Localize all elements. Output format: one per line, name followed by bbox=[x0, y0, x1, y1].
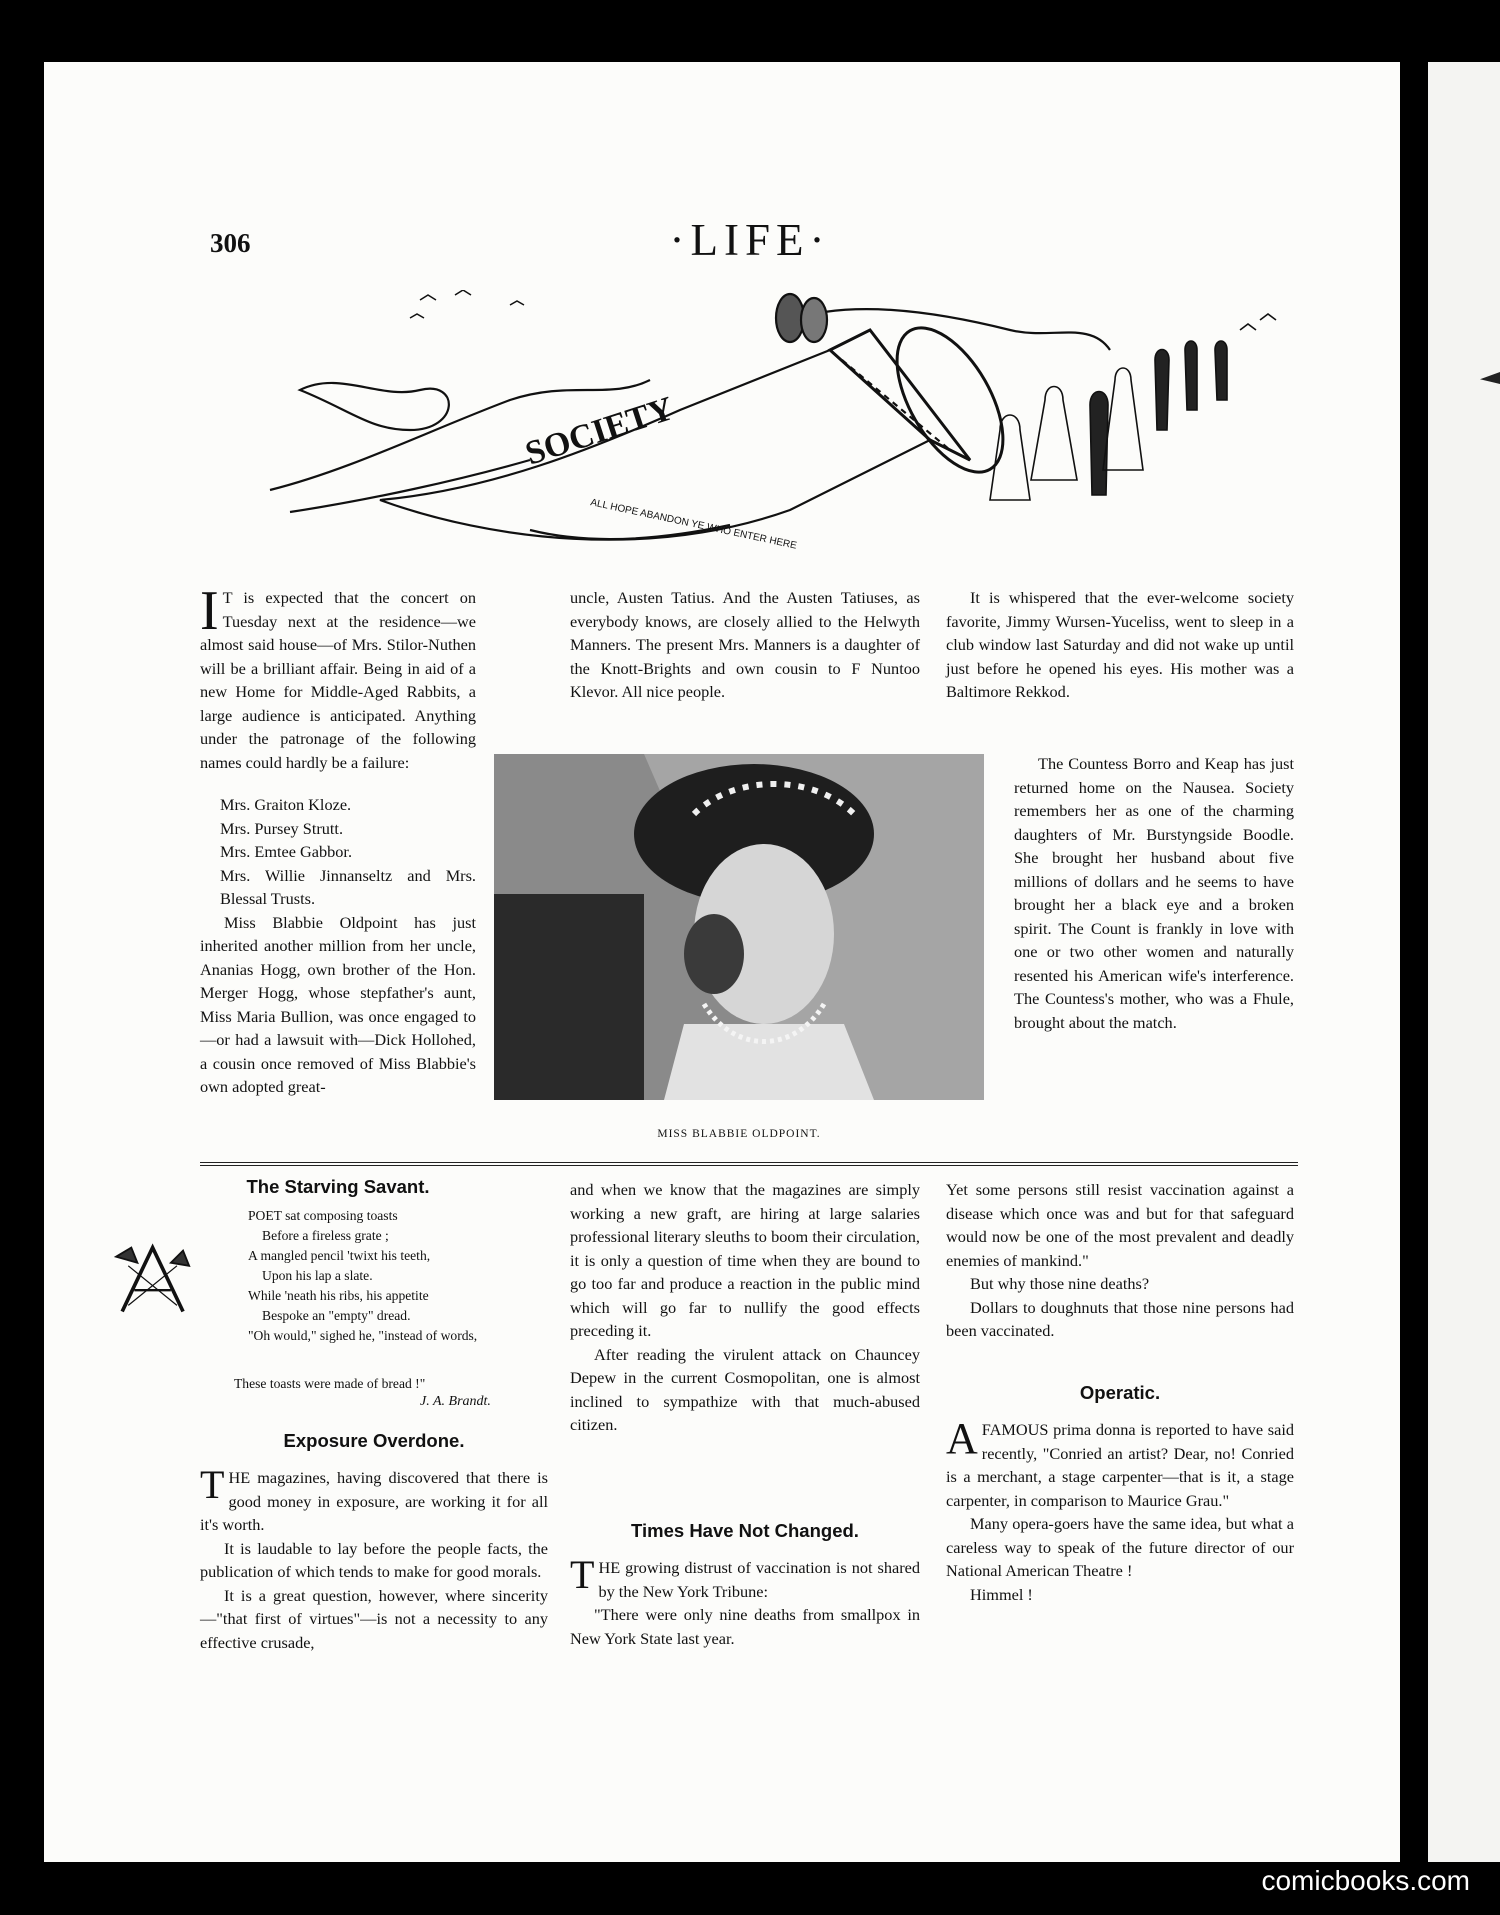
exposure-column-2 bbox=[570, 1178, 920, 1437]
banner-ribbon-text: SOCIETY bbox=[521, 390, 679, 473]
section-divider bbox=[200, 1165, 1298, 1166]
society-column-2 bbox=[570, 586, 920, 704]
operatic-para: Himmel ! bbox=[970, 1584, 1033, 1604]
patron-name: Mrs. Pursey Strutt. bbox=[220, 818, 344, 838]
times-para: But why those nine deaths? bbox=[970, 1274, 1150, 1293]
operatic-para: A FAMOUS prima donna is reported to have said recently, "Conried an artist? Dear, no! Conried is a merchant, a stage carpenter—that is it, a stage carpenter, in comparison to Maurice Grau." bbox=[946, 1414, 1294, 1510]
society-para-blabbie: Miss Blabbie Oldpoint has just inherited another million from her uncle, Ananias Hogg, own brother of the Hon. Merger Hogg, whose stepfather's aunt, Miss Maria Bullion, was once engaged to—or had a lawsuit with—Dick Hollohed, a cousin once removed of Miss Blabbie's own adopted great- bbox=[200, 912, 476, 1096]
facing-page-edge bbox=[1428, 62, 1500, 1862]
times-para: Dollars to doughnuts that those nine persons had been vaccinated. bbox=[946, 1297, 1294, 1340]
operatic-column bbox=[946, 1414, 1294, 1606]
exposure-para: It is laudable to lay before the people facts, the publication of which tends to make for good morals. bbox=[200, 1538, 548, 1581]
poem-line: These toasts were made of bread !" bbox=[234, 1376, 426, 1391]
times-column-2 bbox=[570, 1552, 920, 1650]
times-title: Times Have Not Changed. bbox=[631, 1520, 859, 1541]
poem-line: A mangled pencil 'twixt his teeth, bbox=[248, 1248, 431, 1263]
times-para: Yet some persons still resist vaccination against a disease which once was and but for that safeguard would now be one of the most prevalent and deadly enemies of mankind." bbox=[946, 1180, 1294, 1270]
poem-title: The Starving Savant. bbox=[246, 1176, 430, 1197]
page-number: 306 bbox=[210, 228, 251, 258]
exposure-para: After reading the virulent attack on Chauncey Depew in the current Cosmopolitan, one is almost inclined to sympathize with that much-abused citizen. bbox=[570, 1344, 920, 1434]
photo-caption: MISS BLABBIE OLDPOINT. bbox=[657, 1128, 821, 1140]
times-para: THE growing distrust of vaccination is not shared by the New York Tribune: bbox=[570, 1552, 920, 1601]
drop-cap-t: T bbox=[570, 1552, 595, 1597]
poem-body-last bbox=[234, 1374, 534, 1394]
poem-body-end bbox=[248, 1326, 548, 1346]
exposure-para: It is a great question, however, where sincerity—"that first of virtues"—is not a necessity to any effective crusade, bbox=[200, 1585, 548, 1652]
drop-cap-i: I bbox=[200, 580, 219, 642]
times-para: "There were only nine deaths from smallpox in New York State last year. bbox=[570, 1605, 920, 1648]
patron-name: Mrs. Willie Jinnanseltz and Mrs. Blessal Trusts. bbox=[220, 865, 476, 908]
poem-line: Bespoke an "empty" dread. bbox=[262, 1308, 411, 1323]
society-patron-names bbox=[200, 793, 476, 1099]
poem-line: "Oh would," sighed he, "instead of words, bbox=[248, 1328, 478, 1343]
society-para-intro: I T is expected that the concert on Tuesday next at the residence—we almost said house—of Mrs. Stilor-Nuthen will be a brilliant affair. Being in aid of a new Home for Middle-Aged Rabbits, a large audience is anticipated. Anything under the patronage of the following names could hardly be a failure: bbox=[200, 580, 476, 772]
society-para-countess: The Countess Borro and Keap has just returned home on the Nausea. Society remembers her as one of the charming daughters of Mr. Burstyngside Boodle. She brought her husband about five millions of dollars and he seems to have brought her a black eye and a broken spirit. The Count is frankly in love with one or two other women and naturally resented his American wife's interference. The Countess's mother, who was a Fhule, brought about the match. bbox=[1014, 754, 1294, 1032]
patron-name: Mrs. Graiton Kloze. bbox=[220, 795, 352, 814]
operatic-para: Many opera-goers have the same idea, but what a careless way to speak of the future director of our National American Theatre ! bbox=[946, 1514, 1294, 1580]
operatic-title: Operatic. bbox=[1079, 1382, 1161, 1403]
watermark: comicbooks.com bbox=[1261, 1865, 1470, 1896]
society-column-1 bbox=[200, 580, 476, 774]
banner-motto: ALL HOPE ABANDON YE WHO ENTER HERE bbox=[589, 497, 798, 552]
patron-name: Mrs. Emtee Gabbor. bbox=[220, 842, 353, 861]
poem-line: POET sat composing toasts bbox=[248, 1208, 398, 1223]
society-cornucopia-illustration bbox=[230, 290, 1290, 580]
exposure-para: THE magazines, having discovered that there is good money in exposure, are working it for all it's worth. bbox=[200, 1462, 548, 1534]
poem-body bbox=[248, 1206, 548, 1326]
poem-author: J. A. Brandt. bbox=[420, 1394, 491, 1409]
poem-line: Upon his lap a slate. bbox=[262, 1268, 373, 1283]
exposure-title: Exposure Overdone. bbox=[283, 1430, 465, 1451]
book-spine bbox=[1400, 62, 1430, 1862]
section-divider bbox=[200, 1162, 1298, 1163]
exposure-para: and when we know that the magazines are simply working a new graft, are hiring at large salaries professional literary sleuths to boom their circulation, it is only a question of time when they are bound to go too far and produce a reaction in the public mind which will go far to nullify the good effects preceding it. bbox=[570, 1180, 920, 1340]
portrait-photo bbox=[494, 754, 984, 1100]
decorative-initial-a bbox=[110, 1218, 250, 1338]
drop-cap-a: A bbox=[946, 1414, 978, 1463]
exposure-column-1 bbox=[200, 1462, 548, 1654]
poem-line: While 'neath his ribs, his appetite bbox=[248, 1288, 429, 1303]
society-para-wursen: It is whispered that the ever-welcome society favorite, Jimmy Wursen-Yuceliss, went to sleep in a club window last Saturday and did not wake up until just before he opened his eyes. His mother was a Baltimore Rekkod. bbox=[946, 588, 1294, 701]
drop-cap-t: T bbox=[200, 1462, 225, 1507]
magazine-title: ·LIFE· bbox=[669, 215, 831, 265]
poem-line: Before a fireless grate ; bbox=[262, 1228, 389, 1243]
society-column-3-lower bbox=[1014, 752, 1294, 1034]
times-column-3 bbox=[946, 1178, 1294, 1343]
society-column-3 bbox=[946, 586, 1294, 704]
society-para-tatius: uncle, Austen Tatius. And the Austen Tatiuses, as everybody knows, are closely allied to the Helwyth Manners. The present Mrs. Manners is a daughter of the Knott-Brights and own cousin to F Nuntoo Klevor. All nice people. bbox=[570, 588, 920, 701]
